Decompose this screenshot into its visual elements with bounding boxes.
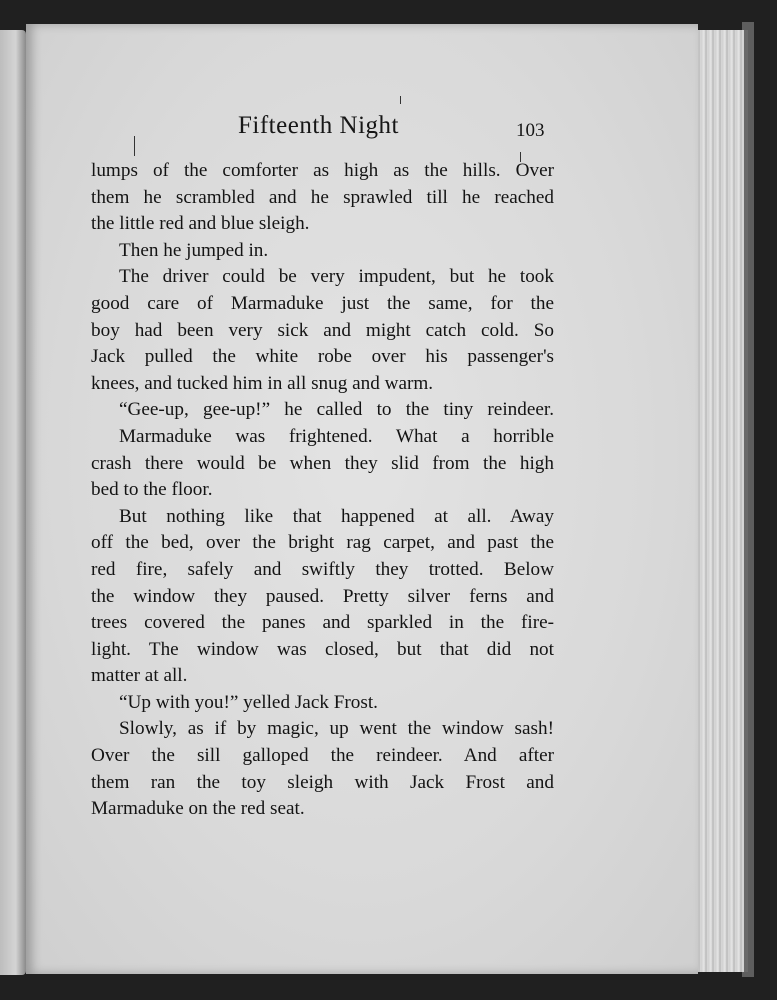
text-line: But nothing like that happened at all. Away [119,505,554,527]
body-text [91,158,554,823]
text-line: bed to the floor. [91,479,213,501]
text-line: Slowly, as if by magic, up went the window sash! [119,718,554,740]
text-line: light. The window was closed, but that did not [91,638,554,660]
text-line: red fire, safely and swiftly they trotted. Below [91,558,554,580]
running-head: Fifteenth Night [238,112,399,139]
text-line: off the bed, over the bright rag carpet, and past the [91,532,554,554]
left-page-edge [0,30,26,975]
page-number: 103 [516,120,545,141]
text-line: Over the sill galloped the reindeer. And after [91,745,554,767]
text-line: boy had been very sick and might catch cold. So [91,319,554,341]
text-line: Marmaduke on the red seat. [91,798,305,820]
text-line: crash there would be when they slid from the high [91,452,554,474]
text-line: “Up with you!” yelled Jack Frost. [119,691,378,713]
text-line: lumps of the comforter as high as the hills. Over [91,160,554,181]
text-line: them he scrambled and he sprawled till he reached [91,186,554,208]
text-line: good care of Marmaduke just the same, for the [91,292,554,314]
text-line: the little red and blue sleigh. [91,213,310,235]
text-line: The driver could be very impudent, but he took [119,266,554,288]
text-line: Marmaduke was frightened. What a horrible [119,425,554,447]
text-line: the window they paused. Pretty silver ferns and [91,585,554,607]
text-line: “Gee-up, gee-up!” he called to the tiny reindeer. [119,399,554,421]
text-line: them ran the toy sleigh with Jack Frost and [91,771,554,793]
page-header [0,112,777,146]
page-stack-edge [694,30,748,972]
text-line: matter at all. [91,665,188,687]
text-line: trees covered the panes and sparkled in the fire- [91,612,554,634]
text-line: Then he jumped in. [119,239,269,261]
text-line: knees, and tucked him in all snug and warm. [91,372,434,394]
scan-speck [400,96,401,104]
text-line: Jack pulled the white robe over his passenger's [91,346,554,368]
